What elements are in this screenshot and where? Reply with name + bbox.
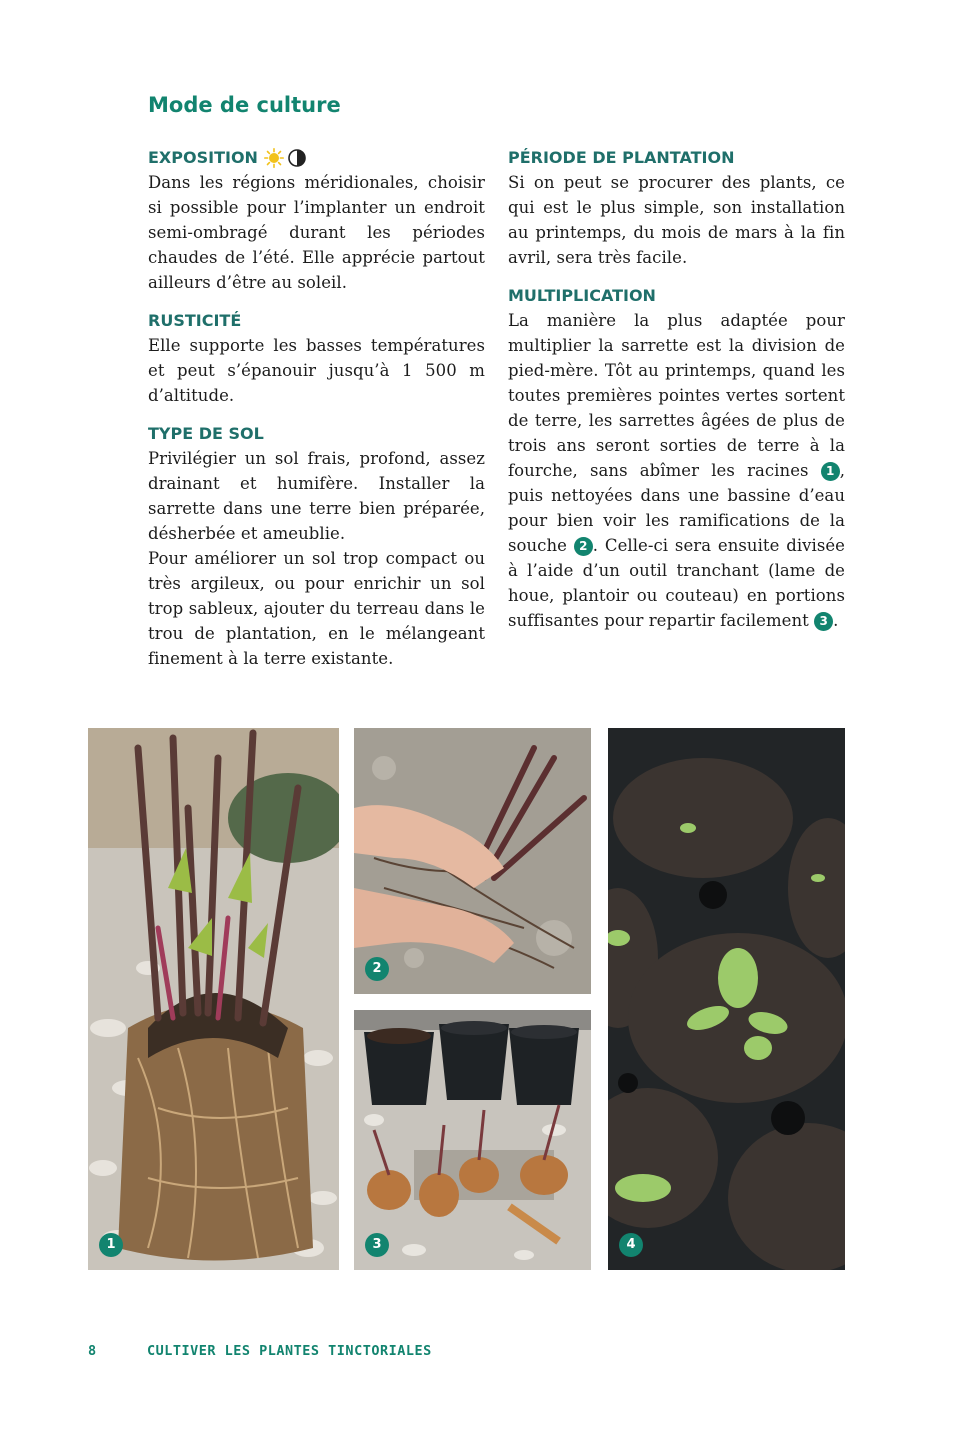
exposition-heading-text: EXPOSITION xyxy=(148,148,258,167)
left-column xyxy=(148,146,485,685)
multiplication-text-part-1: La manière la plus adaptée pour multiplier la sarrette est la division de pied-mère. Tôt au printemps, quand les toutes premières pointes vertes sortent de terre, les sarrettes âgées de plus de trois ans seront sorties de terre à la fourche, sans abîmer les racines xyxy=(508,311,845,480)
multiplication-text-part-4: . xyxy=(833,611,839,630)
photo-1-badge: 1 xyxy=(99,1233,123,1257)
multiplication-text-part-3: . Celle-ci sera ensuite divisée à l’aide d’un outil tranchant (lame de houe, plantoir ou couteau) en portions suffisantes pour repartir facilement xyxy=(508,536,845,630)
sun-icon xyxy=(264,148,284,168)
running-title: CULTIVER LES PLANTES TINCTORIALES xyxy=(147,1343,432,1359)
page-number: 8 xyxy=(88,1343,97,1359)
photo-1-uprooted-clump xyxy=(88,728,339,1270)
multiplication-text-part-2: , puis nettoyées dans une bassine d’eau pour bien voir les ramifications de la souche xyxy=(508,461,846,555)
half-shade-icon xyxy=(287,148,307,168)
multiplication-text xyxy=(508,308,845,633)
photo-ref-2: 2 xyxy=(574,537,593,556)
periode-text xyxy=(508,170,845,270)
multiplication-heading: MULTIPLICATION xyxy=(508,286,656,305)
exposition-heading xyxy=(148,146,485,170)
photo-3-divisions-and-pots xyxy=(354,1010,591,1270)
multiplication-block xyxy=(508,284,845,633)
multiplication-paragraph xyxy=(508,308,845,633)
periode-block xyxy=(508,146,845,270)
photo-ref-3: 3 xyxy=(814,612,833,631)
photo-4-badge: 4 xyxy=(619,1233,643,1257)
periode-paragraph: Si on peut se procurer des plants, ce qui est le plus simple, son installation au printemps, du mois de mars à la fin avril, sera très facile. xyxy=(508,173,845,267)
rusticite-text xyxy=(148,333,485,408)
photo-4-seedlings xyxy=(608,728,845,1270)
exposition-paragraph: Dans les régions méridionales, choisir si possible pour l’implanter un endroit semi-ombragé durant les périodes chaudes de l’été. Elle apprécie partout ailleurs d’être au soleil. xyxy=(148,173,485,292)
type-de-sol-text xyxy=(148,446,485,671)
rusticite-paragraph: Elle supporte les basses températures et peut s’épanouir jusqu’à 1 500 m d’altitude. xyxy=(148,336,485,405)
right-column xyxy=(508,146,845,647)
exposition-text xyxy=(148,170,485,295)
section-title: Mode de culture xyxy=(148,93,341,117)
photo-ref-1: 1 xyxy=(821,462,840,481)
rusticite-heading: RUSTICITÉ xyxy=(148,311,242,330)
photo-2-badge: 2 xyxy=(365,957,389,981)
periode-heading: PÉRIODE DE PLANTATION xyxy=(508,148,735,167)
type-de-sol-block xyxy=(148,422,485,671)
type-de-sol-paragraph-2: Pour améliorer un sol trop compact ou très argileux, ou pour enrichir un sol trop sableux, ajouter du terreau dans le trou de plantation, en le mélangeant finement à la terre existante. xyxy=(148,549,485,668)
type-de-sol-paragraph-1: Privilégier un sol frais, profond, assez drainant et humifère. Installer la sarrette dans une terre bien préparée, désherbée et ameublie. xyxy=(148,449,485,543)
photo-2-cleaning-roots xyxy=(354,728,591,994)
exposition-block xyxy=(148,146,485,295)
photo-3-badge: 3 xyxy=(365,1233,389,1257)
rusticite-block xyxy=(148,309,485,408)
type-de-sol-heading: TYPE DE SOL xyxy=(148,424,264,443)
